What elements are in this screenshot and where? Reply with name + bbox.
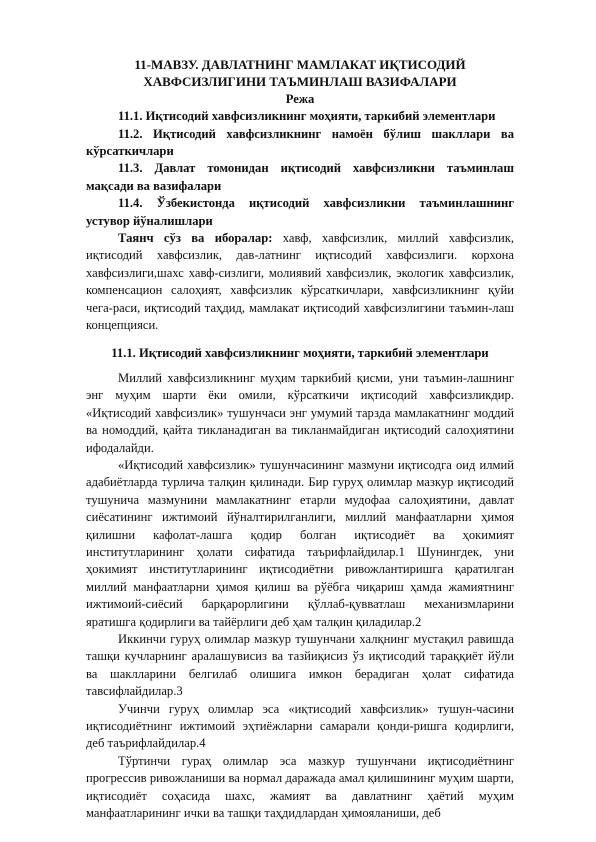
plan-item-3: 11.3. Давлат томонидан иқтисодий хавфсизликни таъминлаш мақсади ва вазифалари (86, 161, 514, 193)
body-paragraph-3: Иккинчи гуруҳ олимлар мазкур тушунчани халқнинг мустақил равишда ташқи кучларнинг аралашувисиз ва тазйиқисиз ўз иқтисодий тараққиёт йўли ва шаклларини белгилаб олишига имкон берадиган ҳолат сифатида тавсифлайдилар.3 (86, 632, 514, 699)
plan-item-1: 11.1. Иқтисодий хавфсизликнинг моҳияти, таркибий элементлари (118, 109, 496, 124)
body-paragraph-4: Учинчи гуруҳ олимлар эса «иқтисодий хавфсизлик» тушун-часини иқтисодиётнинг ижтимоий эҳтиёжларни самарали қонди-ришга қодирлиги, деб таърифлайдилар.4 (86, 701, 514, 751)
document-title (86, 56, 514, 91)
plan-item-2: 11.2. Иқтисодий хавфсизликнинг намоён бўлиш шакллари ва кўрсаткичлари (86, 126, 514, 159)
keywords-label: Таянч сўз ва иборалар: (118, 231, 273, 246)
body-paragraph-5: Тўртинчи гураҳ олимлар эса мазкур тушунчани иқтисодиётнинг прогрессив ривожланиши ва нормал даражада амал қилишининг муҳим шарти, иқтисодиёт соҳасида шахс, жамият ва давлатнинг ҳаётий муҳим манфаатларининг ички ва ташқи таҳдидлардан ҳимояланиши, деб (86, 753, 514, 821)
keywords-text: хавф, хавфсизлик, миллий хавфсизлик, иқтисодий хавфсизлик, дав-латнинг иқтисодий хавфсизлиги. корхона хавфсизлиги,шахс хавф-сизлиги, молиявий хавфсизлик, экологик хавфсизлик, компенсацион салоҳият, хавфсизлик кўрсаткичлари, хавфсизликнинг қуйи чега-раси, иқтисодий таҳдид, мамлакат иқтисодий хавфсизлигини таъмин-лаш концепцияси. (86, 231, 514, 333)
document-page (86, 56, 514, 822)
section-heading: 11.1. Иқтисодий хавфсизликнинг моҳияти, таркибий элементлари (111, 345, 489, 360)
keywords-paragraph (86, 230, 514, 334)
body-paragraph-2: «Иқтисодий хавфсизлик» тушунчасининг мазмуни иқтисодга оид илмий адабиётларда турлича талқин қилинади. Бир гуруҳ олимлар мазкур иқтисодий тушунича мазмунини мамлакатнинг етарли мудофаа салоҳиятини, давлат сиёсатининг ижтимоий йўналтирилганлиги, миллий манфаатларни ҳимоя қилишни кафолат-лашга қодир болган иқтисодиёт ва ҳокимият институтларининг ҳолати сифатида таърифлайдилар.1 Шунингдек, уни ҳокимият институтларининг иқтисодиётни ривожлантиришга қаратилган миллий манфаатларни ҳимоя қилиш ва рўёбга чиқариш ҳамда жамиятнинг ижтимоий-сиёсий барқарорлигини қўллаб-қувватлаш механизмларини яратишга қодирлиги ва тайёрлиги деб ҳам талқин қиладилар.2 (86, 457, 514, 629)
body-paragraph-1: Миллий хавфсизликнинг муҳим таркибий қисми, уни таъмин-лашнинг энг муҳим шарти ёки омили, кўрсаткичи иқтисодий хавфсизликдир. «Иқтисодий хавфсизлик» тушунчаси энг умумий тарзда мамлакатнинг моддий ва номоддий, қайта тикланадиган ва тикланмайдиган иқтисодий салоҳиятини ифодалайди. (86, 370, 514, 455)
plan-heading: Режа (285, 91, 315, 106)
title-line-2: ХАВФСИЗЛИГИНИ ТАЪМИНЛАШ ВАЗИФАЛАРИ (143, 74, 457, 90)
plan-item-4: 11.4. Ўзбекистонда иқтисодий хавфсизликни таъминлашнинг устувор йўналишлари (86, 196, 514, 228)
title-line-1: 11-МАВЗУ. ДАВЛАТНИНГ МАМЛАКАТ ИҚТИСОДИЙ (134, 57, 466, 72)
